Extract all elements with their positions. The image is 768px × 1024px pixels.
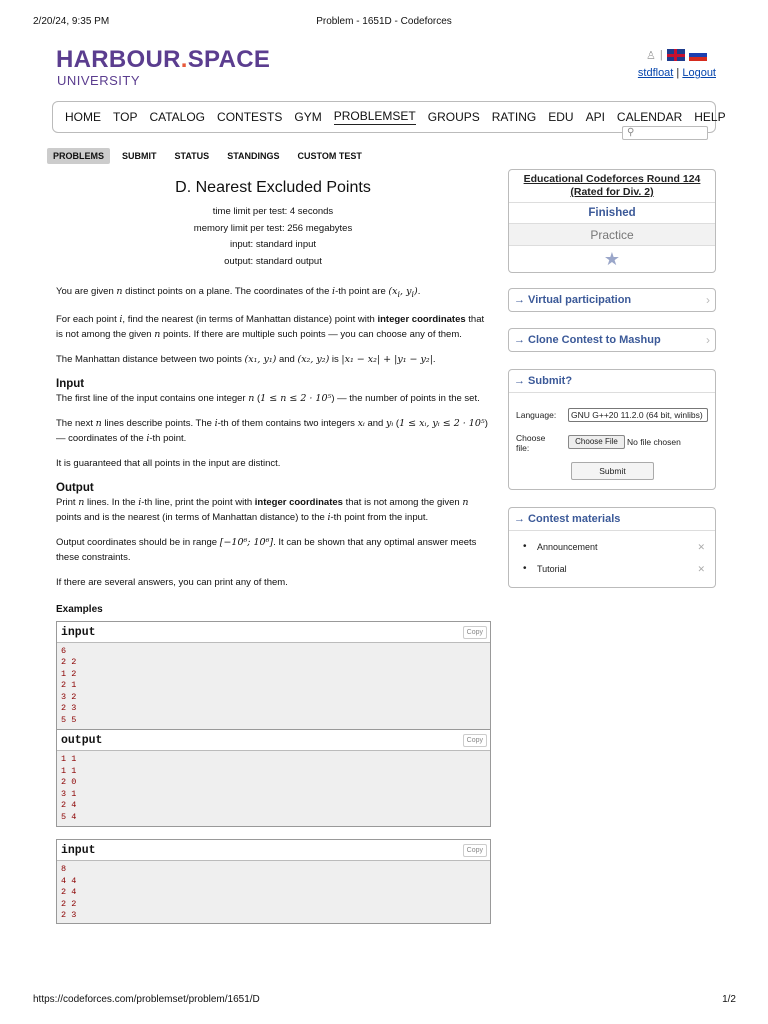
star-icon[interactable]: ★ — [509, 245, 715, 272]
logout-link[interactable]: Logout — [682, 67, 716, 79]
logo[interactable] — [56, 46, 270, 74]
output-label: output — [61, 734, 103, 748]
menu-contests[interactable]: CONTESTS — [217, 109, 283, 124]
input-paragraph-3: It is guaranteed that all points in the input are distinct. — [56, 457, 281, 469]
menu-catalog[interactable]: CATALOG — [149, 109, 206, 124]
contest-status: Finished — [509, 202, 715, 223]
profile-link[interactable]: stdfloat — [637, 67, 674, 79]
search-input[interactable] — [622, 126, 708, 140]
legend-paragraph-2: For each point i, find the nearest (in terms of Manhattan distance) point with integer coordinates that is not among the given n points. If there are multiple such points — you can choose any of them. — [56, 313, 485, 340]
problem-statement — [56, 178, 490, 924]
input-section-title: Input — [56, 377, 85, 390]
problem-subnav — [47, 148, 368, 164]
input-paragraph-2: The next n lines describe points. The i-th of them contains two integers xᵢ and yᵢ (1 ≤ xᵢ, yᵢ ≤ 2 · 10⁵) — coordinates of the i-th point. — [56, 417, 488, 444]
input-label: input — [61, 625, 96, 639]
legend-paragraph-3: The Manhattan distance between two points (x₁, y₁) and (x₂, y₂) is |x₁ − x₂| + |y₁ − y₂|. — [56, 353, 436, 365]
print-url: https://codeforces.com/problemset/problem/1651/D — [33, 994, 260, 1005]
clone-contest-label: → Clone Contest to Mashup — [514, 334, 661, 346]
input-paragraph-1: The first line of the input contains one integer n (1 ≤ n ≤ 2 · 10⁵) — the number of points in the set. — [56, 392, 480, 404]
search-icon: ⚲ — [627, 127, 635, 138]
menu-groups[interactable]: GROUPS — [427, 109, 480, 124]
menu-top[interactable]: TOP — [113, 109, 138, 124]
chevron-right-icon: › — [706, 333, 710, 347]
tab-problems[interactable]: PROBLEMS — [47, 148, 110, 164]
problem-title: D. Nearest Excluded Points — [175, 179, 371, 196]
choose-file-button[interactable]: Choose File — [568, 435, 625, 449]
menu-problemset[interactable]: PROBLEMSET — [333, 109, 416, 123]
main-menu — [52, 101, 726, 138]
language-switch — [646, 48, 707, 62]
logo-word-1: HARBOUR — [56, 46, 181, 73]
virtual-participation-link[interactable] — [508, 288, 716, 312]
output-paragraph-1: Print n lines. In the i-th line, print the point with integer coordinates that is not among the given n points and is the nearest (in terms of Manhattan distance) to the i-th point from the input. — [56, 496, 469, 523]
tab-submit[interactable]: SUBMIT — [122, 151, 157, 161]
tab-standings[interactable]: STANDINGS — [227, 151, 280, 161]
ru-flag-icon[interactable] — [689, 49, 707, 61]
user-links — [638, 67, 716, 79]
menu-calendar[interactable]: CALENDAR — [616, 109, 683, 124]
print-title: Problem - 1651D - Codeforces — [316, 16, 452, 27]
logo-word-2: SPACE — [187, 46, 271, 73]
example-1-output-body: 1 1 1 1 2 0 3 1 2 4 5 4 — [57, 751, 490, 826]
example-2-input — [56, 839, 491, 924]
gb-flag-icon[interactable] — [667, 49, 685, 61]
menu-rating[interactable]: RATING — [491, 109, 537, 124]
materials-title: → Contest materials — [509, 508, 715, 531]
language-select[interactable]: GNU G++20 11.2.0 (64 bit, winlibs) — [568, 408, 708, 422]
round-title[interactable]: Educational Codeforces Round 124 (Rated for Div. 2) — [523, 173, 701, 198]
output-file: output: standard output — [224, 255, 322, 267]
copy-button[interactable]: Copy — [463, 734, 487, 747]
file-label: Choose file: — [516, 433, 546, 453]
contest-info-card — [508, 169, 716, 273]
memory-limit: memory limit per test: 256 megabytes — [193, 222, 353, 234]
logo-dot: . — [180, 46, 188, 73]
input-label: input — [61, 844, 96, 858]
menu-gym[interactable]: GYM — [294, 109, 322, 124]
material-announcement[interactable]: • Announcement ✕ — [509, 536, 715, 558]
clone-contest-link[interactable] — [508, 328, 716, 352]
submit-card — [508, 369, 716, 490]
output-section-title: Output — [56, 481, 94, 494]
print-datetime: 2/20/24, 9:35 PM — [33, 16, 110, 27]
close-icon: ✕ — [697, 542, 705, 552]
legend-paragraph-1: You are given n distinct points on a plane. The coordinates of the i-th point are ($x_i$, $y_i$). — [56, 286, 421, 299]
submit-button[interactable]: Submit — [571, 462, 654, 480]
example-1-input — [56, 621, 491, 731]
separator: | — [659, 49, 663, 61]
contest-materials-card — [508, 507, 716, 588]
copy-button[interactable]: Copy — [463, 844, 487, 857]
menu-api[interactable]: API — [585, 109, 605, 124]
close-icon: ✕ — [697, 564, 705, 574]
virtual-participation-label: → Virtual participation — [514, 294, 632, 306]
example-2-input-body: 8 4 4 2 4 2 2 2 3 — [57, 861, 490, 923]
tab-custom-test[interactable]: CUSTOM TEST — [297, 151, 362, 161]
menu-home[interactable]: HOME — [65, 109, 101, 124]
output-paragraph-3: If there are several answers, you can print any of them. — [56, 576, 288, 588]
print-page: 1/2 — [722, 994, 736, 1005]
chevron-right-icon: › — [706, 293, 710, 307]
time-limit: time limit per test: 4 seconds — [212, 206, 334, 217]
input-file: input: standard input — [229, 239, 317, 250]
menu-edu[interactable]: EDU — [548, 109, 574, 124]
bell-icon[interactable]: ♙ — [646, 49, 656, 62]
example-1-input-body: 6 2 2 1 2 2 1 3 2 2 3 5 5 — [57, 643, 490, 730]
no-file-text: No file chosen — [627, 437, 681, 447]
material-tutorial[interactable]: • Tutorial ✕ — [509, 558, 715, 580]
output-paragraph-2: Output coordinates should be in range [−10⁶; 10⁶]. It can be shown that any optimal answer meets these constraints. — [56, 536, 477, 563]
examples-title: Examples — [56, 603, 103, 615]
copy-button[interactable]: Copy — [463, 626, 487, 639]
menu-help[interactable]: HELP — [694, 109, 726, 124]
user-separator: | — [676, 67, 680, 79]
submit-title: → Submit? — [509, 370, 715, 393]
practice-label: Practice — [509, 223, 715, 245]
language-label: Language: — [516, 410, 557, 420]
logo-subtitle: UNIVERSITY — [57, 73, 141, 88]
tab-status[interactable]: STATUS — [174, 151, 210, 161]
example-1-output — [56, 730, 491, 827]
